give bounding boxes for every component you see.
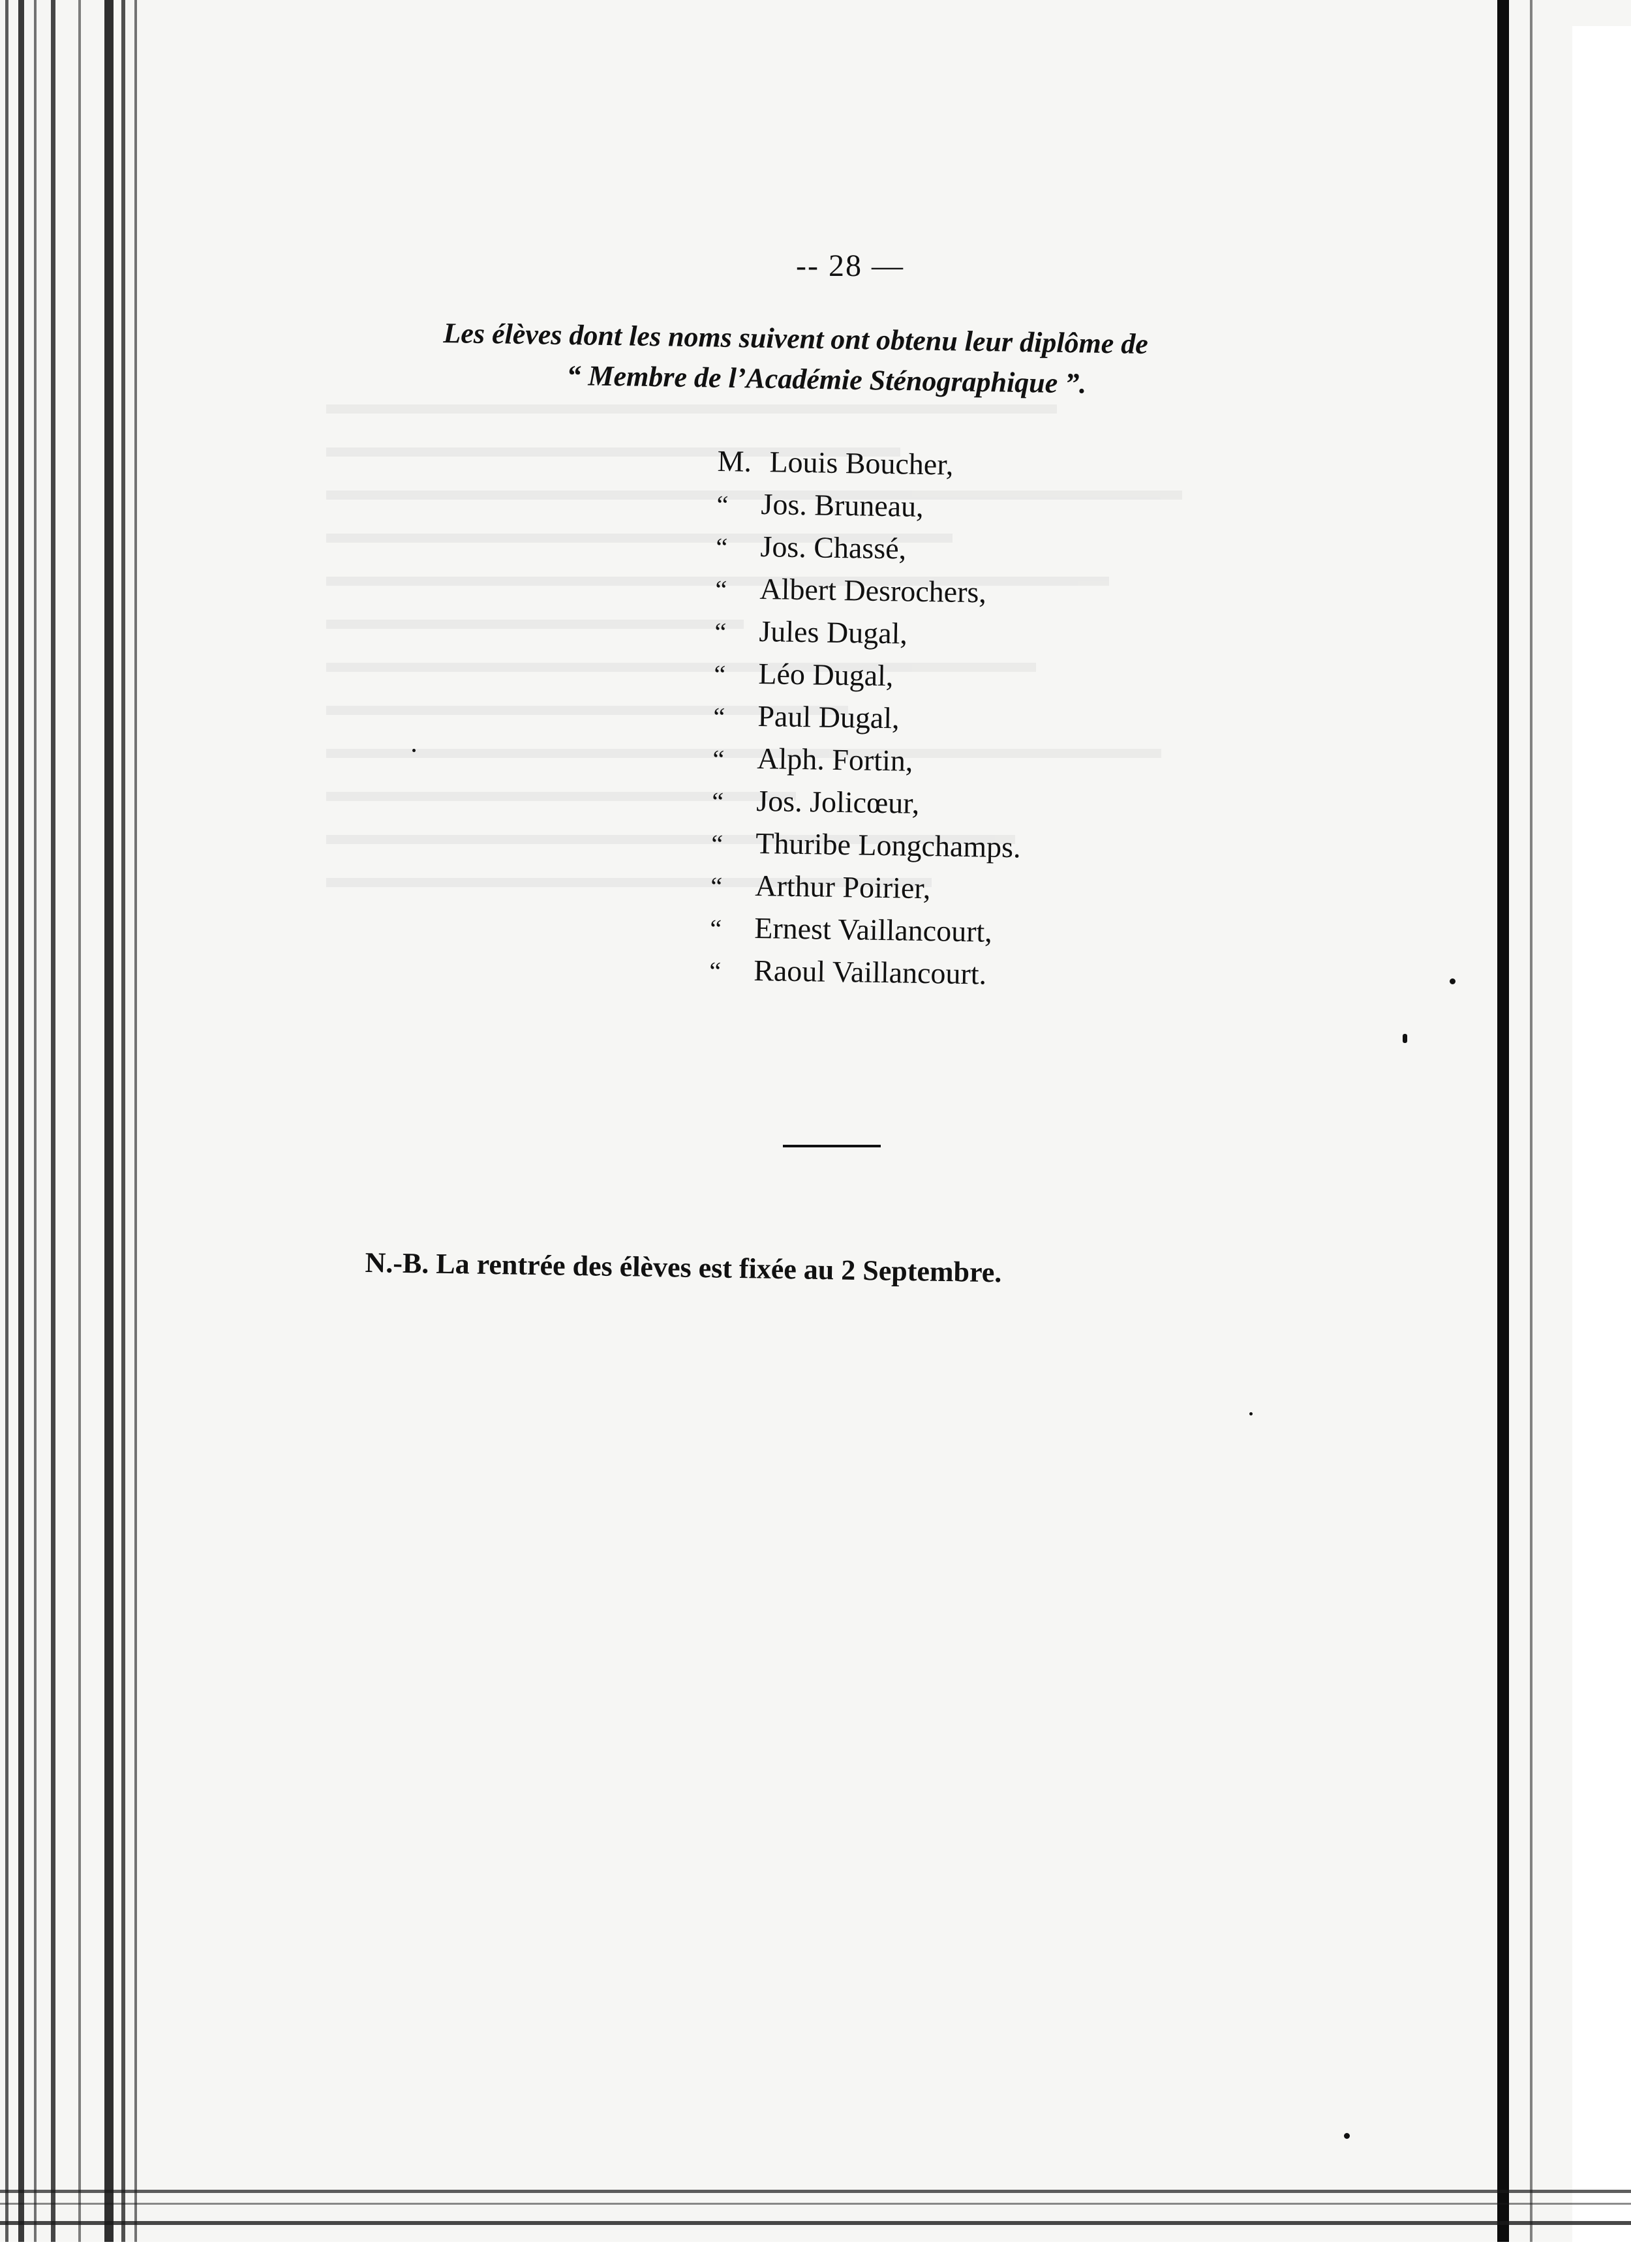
intro-paragraph (442, 313, 1318, 408)
graduate-name: Raoul Vaillancourt. (753, 953, 987, 991)
list-item (711, 825, 1021, 872)
ditto-mark: “ (712, 786, 724, 817)
nb-note: N.-B. La rentrée des élèves est fixée au 2 Septembre. (365, 1246, 1002, 1289)
page-number: -- 28 — (796, 249, 904, 283)
binding-edge (0, 0, 157, 2242)
ditto-mark: “ (716, 489, 729, 520)
list-item (715, 571, 1025, 618)
list-item (709, 952, 1019, 999)
list-item (717, 444, 1027, 491)
graduate-name: Albert Desrochers, (759, 572, 987, 609)
graduate-name: Louis Boucher, (769, 445, 954, 481)
graduate-name: Léo Dugal, (758, 657, 894, 693)
right-page-edge (1461, 0, 1631, 2242)
graduate-name: Paul Dugal, (757, 699, 900, 735)
ditto-mark: “ (711, 828, 724, 859)
graduate-name: Jos. Jolicœur, (756, 784, 920, 820)
ditto-mark: “ (713, 701, 725, 732)
list-item (713, 698, 1023, 745)
graduate-list (709, 444, 1027, 999)
list-item (710, 910, 1020, 957)
graduate-name: Alph. Fortin, (757, 742, 913, 778)
ditto-mark: “ (716, 532, 728, 562)
graduate-name: Ernest Vaillancourt, (754, 911, 993, 948)
intro-line-2: “ Membre de l’Académie Sténographique ”. (566, 359, 1087, 400)
section-divider (783, 1145, 881, 1147)
list-item (716, 486, 1026, 533)
list-item (716, 528, 1026, 575)
list-item (712, 740, 1022, 787)
graduate-name: Jos. Chassé, (760, 530, 907, 566)
intro-line-1: Les élèves dont les noms suivent ont obtenu leur diplôme de (443, 316, 1149, 360)
bottom-page-edge (0, 2183, 1631, 2242)
ditto-mark: “ (712, 744, 725, 774)
ditto-mark: “ (714, 616, 727, 647)
list-item (714, 613, 1024, 660)
graduate-name: Thuribe Longchamps. (755, 826, 1021, 864)
graduate-name: Jos. Bruneau, (761, 487, 924, 523)
ditto-mark: “ (709, 913, 722, 944)
graduate-name: Arthur Poirier, (754, 868, 931, 905)
ditto-mark: “ (710, 871, 723, 901)
graduate-name: Jules Dugal, (759, 614, 908, 650)
list-item (710, 868, 1020, 915)
ditto-mark: “ (714, 659, 726, 689)
ditto-mark: “ (715, 574, 727, 605)
list-item (712, 783, 1022, 830)
ditto-mark: “ (709, 956, 722, 986)
name-prefix: M. (717, 444, 752, 478)
list-item (714, 656, 1024, 703)
